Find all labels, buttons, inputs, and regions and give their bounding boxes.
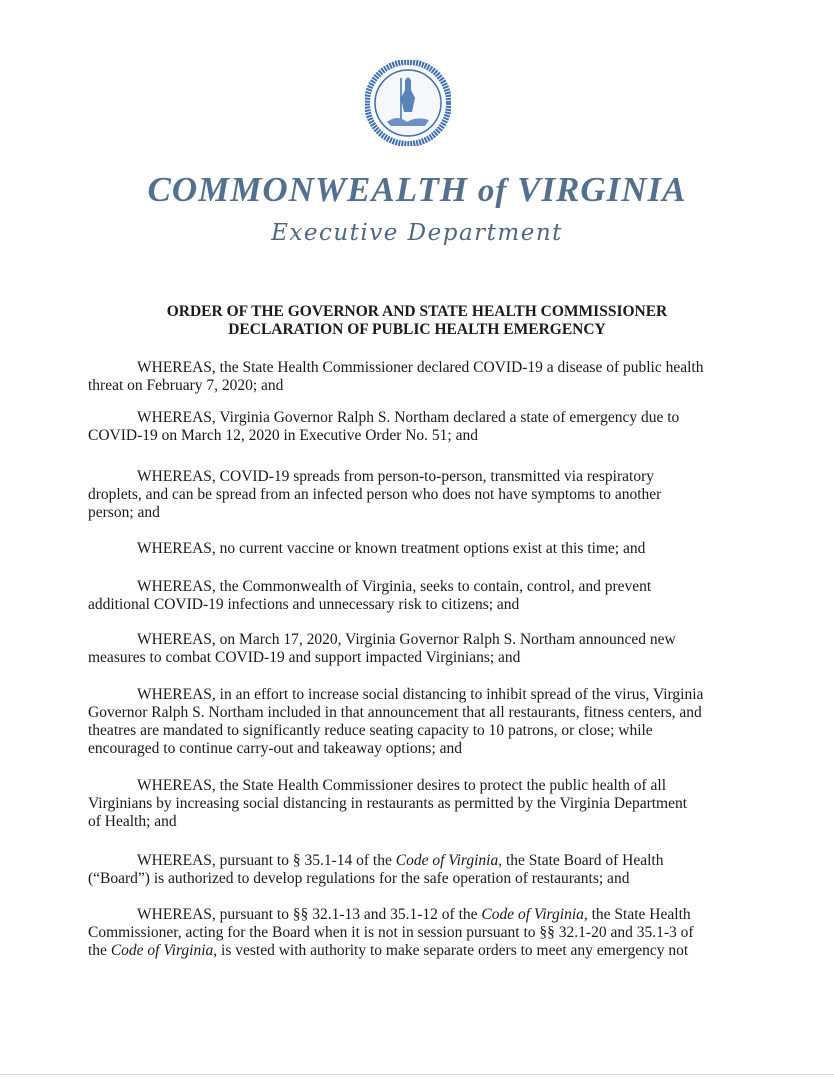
title-virginia: VIRGINIA	[507, 170, 687, 209]
text-segment: , is vested with authority to make separate orders to meet any emergency not	[213, 942, 689, 959]
italic-citation: Code of Virginia	[110, 942, 214, 959]
text-line	[88, 924, 748, 942]
text-line	[88, 870, 748, 888]
text-segment: WHEREAS, the State Health Commissioner declared COVID-19 a disease of public health	[137, 359, 704, 376]
text-segment: WHEREAS, on March 17, 2020, Virginia Governor Ralph S. Northam announced new	[137, 631, 676, 648]
text-segment: , the State Board of Health	[498, 852, 664, 869]
text-line	[88, 722, 748, 740]
text-line	[88, 377, 748, 395]
text-line	[88, 852, 748, 870]
document-heading	[0, 303, 834, 339]
text-line	[88, 795, 748, 813]
whereas-paragraph	[88, 686, 748, 758]
letterhead-subtitle: Executive Department	[271, 220, 563, 246]
title-of: of	[477, 173, 508, 209]
text-segment: additional COVID-19 infections and unnecessary risk to citizens; and	[88, 596, 520, 613]
text-segment: WHEREAS, Virginia Governor Ralph S. Northam declared a state of emergency due to	[137, 409, 680, 426]
virginia-seal-logo	[365, 60, 451, 146]
text-segment: WHEREAS, no current vaccine or known treatment options exist at this time; and	[137, 540, 646, 557]
text-segment: encouraged to continue carry-out and takeaway options; and	[88, 740, 463, 757]
text-segment: WHEREAS, the State Health Commissioner desires to protect the public health of all	[137, 777, 667, 794]
text-segment: Virginians by increasing social distancing in restaurants as permitted by the Virginia Department	[88, 795, 688, 812]
text-segment: of Health; and	[88, 813, 177, 830]
whereas-paragraph	[88, 468, 748, 522]
text-segment: the	[88, 942, 111, 959]
page-edge	[0, 1074, 834, 1075]
text-line	[88, 649, 748, 667]
text-line	[88, 468, 748, 486]
text-line	[88, 596, 748, 614]
text-segment: WHEREAS, the Commonwealth of Virginia, seeks to contain, control, and prevent	[137, 578, 652, 595]
text-segment: WHEREAS, in an effort to increase social distancing to inhibit spread of the virus, Virginia	[137, 686, 704, 703]
heading-line: DECLARATION OF PUBLIC HEALTH EMERGENCY	[228, 321, 606, 338]
text-line	[88, 704, 748, 722]
whereas-paragraph	[88, 852, 748, 888]
whereas-paragraph	[88, 359, 748, 395]
text-segment: , the State Health	[583, 906, 691, 923]
text-segment: theatres are mandated to significantly reduce seating capacity to 10 patrons, or close; while	[88, 722, 653, 739]
text-line	[88, 686, 748, 704]
italic-citation: Code of Virginia	[395, 852, 499, 869]
text-line	[88, 504, 748, 522]
text-line	[88, 777, 748, 795]
text-line	[88, 486, 748, 504]
whereas-paragraph	[88, 777, 748, 831]
text-segment: COVID-19 on March 12, 2020 in Executive Order No. 51; and	[88, 427, 478, 444]
text-segment: person; and	[88, 504, 160, 521]
text-segment: WHEREAS, pursuant to §§ 32.1-13 and 35.1-12 of the	[137, 906, 482, 923]
whereas-paragraph	[88, 631, 748, 667]
text-segment: (“Board”) is authorized to develop regulations for the safe operation of restaurants; and	[88, 870, 630, 887]
text-line	[88, 578, 748, 596]
text-segment: Commissioner, acting for the Board when it is not in session pursuant to §§ 32.1-20 and 35.1-3 of	[88, 924, 694, 941]
whereas-paragraph	[88, 578, 748, 614]
heading-line: ORDER OF THE GOVERNOR AND STATE HEALTH COMMISSIONER	[166, 303, 668, 320]
text-segment: threat on February 7, 2020; and	[88, 377, 284, 394]
text-line	[88, 942, 748, 960]
text-line	[88, 631, 748, 649]
text-line	[88, 409, 748, 427]
text-line	[88, 359, 748, 377]
text-line	[88, 540, 748, 558]
text-segment: measures to combat COVID-19 and support impacted Virginians; and	[88, 649, 521, 666]
whereas-paragraph	[88, 409, 748, 445]
whereas-paragraph	[88, 906, 748, 960]
text-line	[88, 906, 748, 924]
whereas-paragraph	[88, 540, 748, 558]
text-segment: droplets, and can be spread from an infected person who does not have symptoms to another	[88, 486, 662, 503]
letterhead-title	[0, 170, 834, 210]
text-segment: WHEREAS, COVID-19 spreads from person-to-person, transmitted via respiratory	[137, 468, 654, 485]
text-line	[88, 813, 748, 831]
title-commonwealth: COMMONWEALTH	[147, 170, 478, 209]
text-segment: Governor Ralph S. Northam included in that announcement that all restaurants, fitness centers, and	[88, 704, 702, 721]
text-segment: WHEREAS, pursuant to § 35.1-14 of the	[137, 852, 396, 869]
text-line	[88, 427, 748, 445]
text-line	[88, 740, 748, 758]
italic-citation: Code of Virginia	[481, 906, 584, 923]
